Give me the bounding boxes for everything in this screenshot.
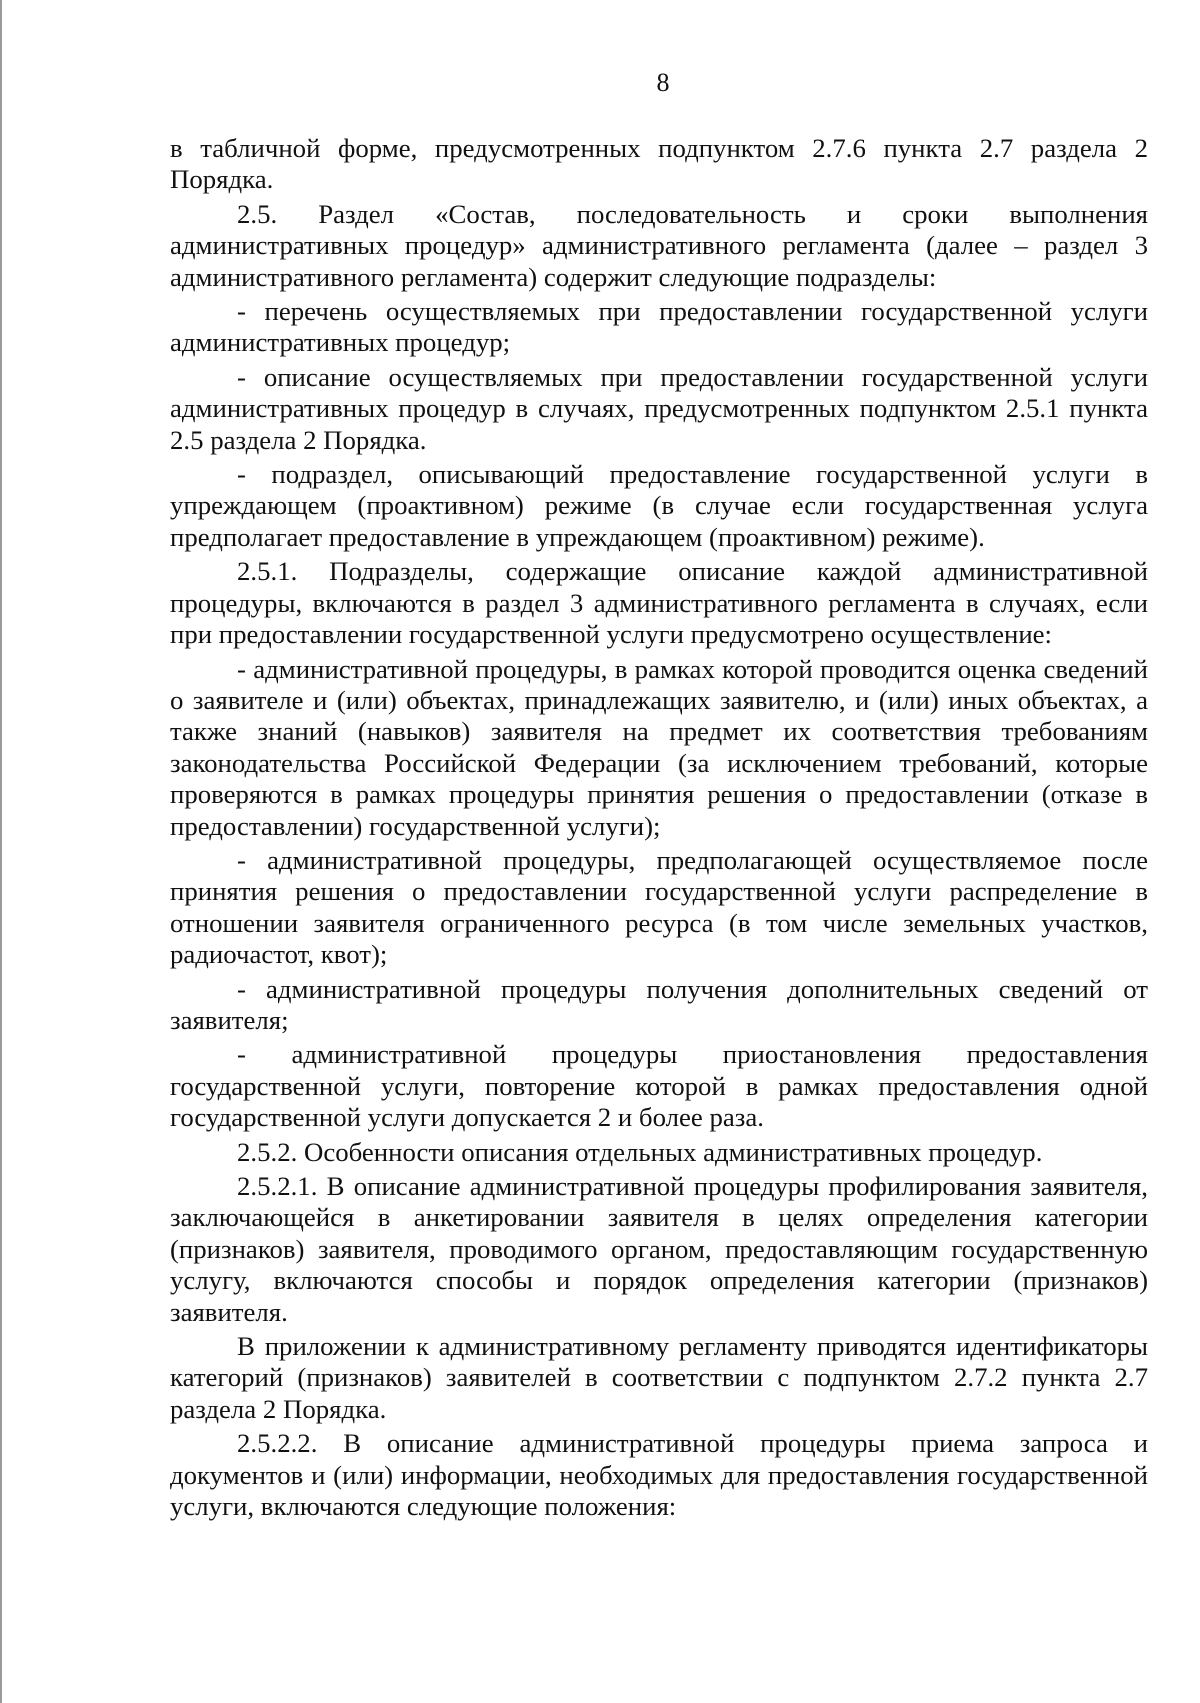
document-body: [170, 133, 1148, 1525]
page-number: [0, 68, 1200, 98]
paragraph-7: - административной процедуры, в рамках которой проводится оценка сведений о заявителе и (или) объектах, принадлежащих заявителю, и (или) иных объектах, а также знаний (навыков) заявителя на предмет их соответствия требованиям законодательства Российской Федерации (за исключением требований, которые проверяются в рамках процедуры принятия решения о предоставлении (отказе в предоставлении) государственной услуги);: [170, 653, 1148, 841]
paragraph-6: 2.5.1. Подразделы, содержащие описание каждой административной процедуры, включаются в раздел 3 административного регламента в случаях, если при предоставлении государственной услуги предусмотрено осуществление:: [170, 556, 1148, 650]
paragraph-5: - подраздел, описывающий предоставление государственной услуги в упреждающем (проактивном) режиме (в случае если государственная услуга предполагает предоставление в упреждающем (проактивном) режиме).: [170, 459, 1148, 552]
paragraph-11: 2.5.2. Особенности описания отдельных административных процедур.: [237, 1136, 1043, 1167]
scan-edge: [0, 0, 2, 1703]
paragraph-14: 2.5.2.2. В описание административной процедуры приема запроса и документов и (или) информации, необходимых для предоставления государственной услуги, включаются следующие положения:: [170, 1428, 1148, 1522]
paragraph-3: - перечень осуществляемых при предоставлении государственной услуги административных процедур;: [170, 296, 1148, 358]
paragraph-9: - административной процедуры получения дополнительных сведений от заявителя;: [170, 973, 1148, 1035]
paragraph-8: - административной процедуры, предполагающей осуществляемое после принятия решения о предоставлении государственной услуги распределение в отношении заявителя ограниченного ресурса (в том числе земельных участков, радиочастот, квот);: [170, 844, 1148, 970]
paragraph-13: В приложении к административному регламенту приводятся идентификаторы категорий (признаков) заявителей в соответствии с подпунктом 2.7.2 пункта 2.7 раздела 2 Порядка.: [170, 1331, 1148, 1424]
paragraph-12: 2.5.2.1. В описание административной процедуры профилирования заявителя, заключающейся в анкетировании заявителя в целях определения категории (признаков) заявителя, проводимого органом, предоставляющим государственную услугу, включаются способы и порядок определения категории (признаков) заявителя.: [170, 1171, 1148, 1327]
paragraph-10: - административной процедуры приостановления предоставления государственной услуги, повторение которой в рамках предоставления одной государственной услуги допускается 2 и более раза.: [170, 1039, 1148, 1133]
paragraph-2: 2.5. Раздел «Состав, последовательность и сроки выполнения административных процедур» административного регламента (далее – раздел 3 административного регламента) содержит следующие подразделы:: [170, 198, 1148, 292]
paragraph-4: - описание осуществляемых при предоставлении государственной услуги административных процедур в случаях, предусмотренных подпунктом 2.5.1 пункта 2.5 раздела 2 Порядка.: [170, 361, 1148, 455]
paragraph-1: в табличной форме, предусмотренных подпунктом 2.7.6 пункта 2.7 раздела 2 Порядка.: [170, 133, 1148, 195]
page-number-text: 8: [656, 68, 670, 97]
